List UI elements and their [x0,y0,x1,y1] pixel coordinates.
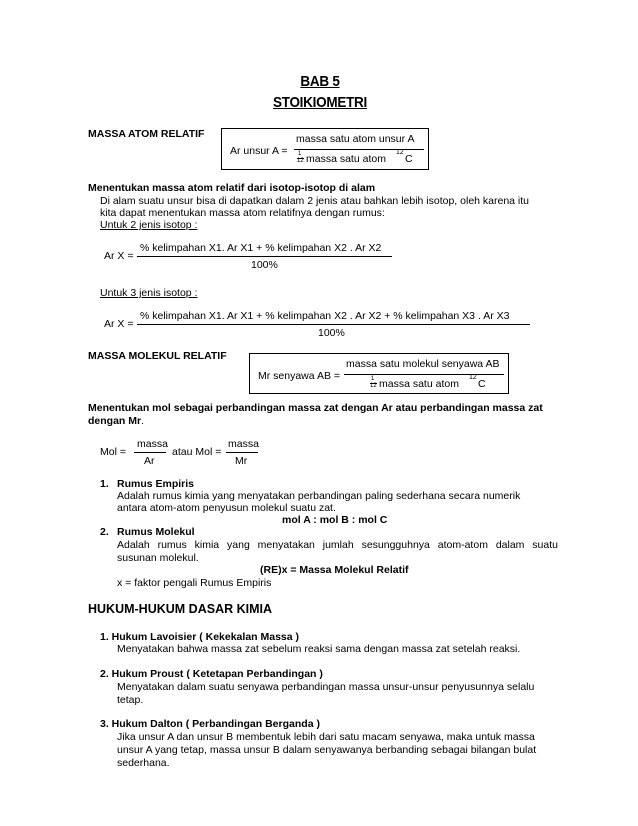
three-isotope-denominator: 100% [318,327,345,339]
isotope-para-1: Di alam suatu unsur bisa di dapatkan dalam 2 jenis atau bahkan lebih isotop, oleh karena itu [100,195,530,207]
law-3-title: 3. Hukum Dalton ( Perbandingan Berganda ) [100,718,320,730]
two-isotope-label: Untuk 2 jenis isotop : [100,219,198,231]
mmr-denominator: massa satu atom [379,378,459,390]
mmr-formula-box [249,353,509,394]
mar-element: C [405,153,413,165]
three-isotope-label: Untuk 3 jenis isotop : [100,287,198,299]
mar-lhs: Ar unsur A = [230,145,288,157]
isotope-para-2: kita dapat menentukan massa atom relatifnya dengan rumus: [100,207,385,219]
law-1-line-1: Menyatakan bahwa massa zat sebelum reaksi sama dengan massa zat setelah reaksi. [117,643,521,655]
molekul-title: Rumus Molekul [117,526,195,538]
mol-fraction-line-2 [226,452,258,453]
law-3-line-1: Jika unsur A dan unsur B membentuk lebih dari satu macam senyawa, maka untuk massa [117,731,535,743]
mar-frac-num: 1 [298,151,302,157]
two-isotope-lhs: Ar X = [104,250,134,262]
law-1-title: 1. Hukum Lavoisier ( Kekekalan Massa ) [100,631,300,643]
mol-lhs: Mol = [100,446,126,458]
mar-sup: 12 [396,149,404,156]
two-isotope-denominator: 100% [251,259,278,271]
mmr-frac-den: 12 [370,383,377,389]
mol-denominator-2: Mr [235,455,248,467]
mar-formula-box [221,128,429,170]
mol-or-text: atau Mol = [172,446,222,458]
law-3-line-3: sederhana. [117,757,170,769]
mmr-heading: MASSA MOLEKUL RELATIF [88,350,227,362]
empiris-desc-2: antara atom-atom penyusun molekul suatu zat. [117,502,336,514]
two-isotope-line [137,256,392,257]
mol-numerator-2: massa [228,438,259,450]
mmr-frac-num: 1 [371,376,375,382]
law-2-line-1: Menyatakan dalam suatu senyawa perbandingan massa unsur-unsur penyusunnya selalu [117,681,535,693]
mol-numerator-1: massa [137,438,168,450]
empiris-desc-1: Adalah rumus kimia yang menyatakan perbandingan paling sederhana secara numerik [117,490,521,502]
mol-denominator-1: Ar [144,455,155,467]
empiris-title: Rumus Empiris [117,478,195,490]
molekul-desc-2: susunan molekul. [117,552,199,564]
mmr-numerator: massa satu molekul senyawa AB [346,358,500,370]
chapter-number: BAB 5 [300,73,340,90]
molekul-number: 2. [100,526,109,538]
mmr-lhs: Mr senyawa AB = [258,370,340,382]
empiris-number: 1. [100,478,109,490]
law-2-title: 2. Hukum Proust ( Ketetapan Perbandingan ) [100,668,323,680]
mar-heading: MASSA ATOM RELATIF [88,128,205,140]
law-2-line-2: tetap. [117,694,144,706]
molekul-note: x = faktor pengali Rumus Empiris [117,577,272,589]
three-isotope-lhs: Ar X = [104,318,134,330]
mmr-sup: 12 [469,374,477,381]
mol-fraction-line-1 [134,452,166,453]
laws-heading: HUKUM-HUKUM DASAR KIMIA [88,602,273,616]
mar-denominator: massa satu atom [306,153,386,165]
mol-heading-part-a: dengan [88,415,129,427]
mol-heading-part-c: . [141,415,145,427]
mmr-fraction-line [344,374,504,375]
law-3-line-2: unsur A yang tetap, massa unsur B dalam senyawanya berbanding sebagai bilangan bulat [117,744,537,756]
three-isotope-numerator: % kelimpahan X1. Ar X1 + % kelimpahan X2 . Ar X2 + % kelimpahan X3 . Ar X3 [140,310,510,322]
mar-frac-den: 12 [297,158,304,164]
molekul-equation: (RE)x = Massa Molekul Relatif [260,564,409,576]
empiris-equation: mol A : mol B : mol C [282,514,388,526]
chapter-title: STOIKIOMETRI [272,94,368,111]
mol-heading-part-b: Mr [128,415,142,427]
two-isotope-numerator: % kelimpahan X1. Ar X1 + % kelimpahan X2 . Ar X2 [140,242,382,254]
mar-numerator: massa satu atom unsur A [296,133,415,145]
mmr-element: C [478,378,486,390]
mol-heading-line-1: Menentukan mol sebagai perbandingan massa zat dengan Ar atau perbandingan massa zat [88,402,543,414]
three-isotope-line [137,324,530,325]
mar-fraction-line [294,149,424,150]
isotope-heading: Menentukan massa atom relatif dari isotop-isotop di alam [88,182,376,194]
molekul-desc-1: Adalah rumus kimia yang menyatakan jumlah sesungguhnya atom-atom dalam suatu [117,539,558,551]
mol-heading-line-2 [88,415,144,427]
